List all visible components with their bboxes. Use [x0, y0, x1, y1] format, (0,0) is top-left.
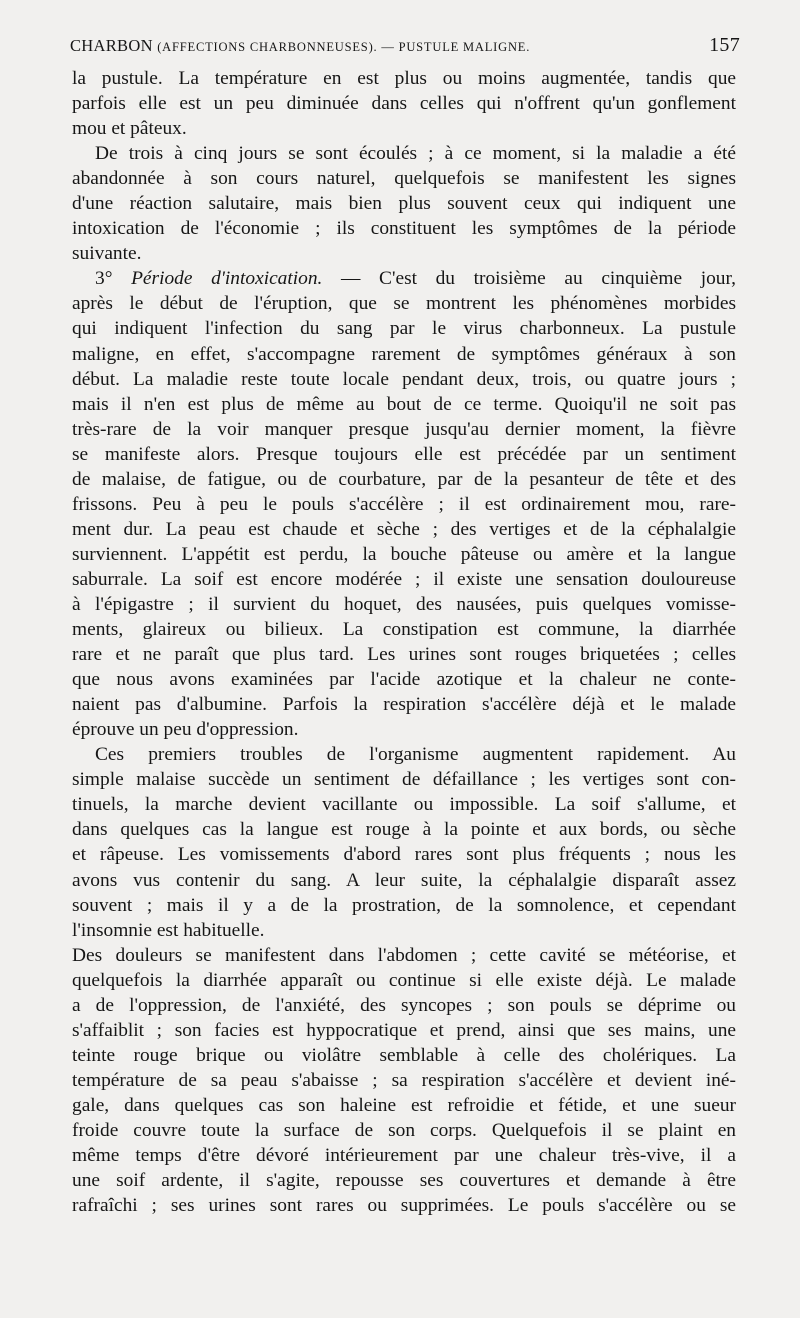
paragraph [72, 266, 736, 742]
text-line: Ces premiers troubles de l'organisme augmentent rapidement. Au [95, 744, 736, 766]
text-line: intoxication de l'économie ; ils constituent les symptômes de la période [72, 218, 736, 240]
text-line: abandonnée à son cours naturel, quelquefois se manifestent les signes [72, 168, 736, 190]
text-line: ment dur. La peau est chaude et sèche ; des vertiges et de la céphalalgie [72, 518, 736, 540]
section-heading: Période d'intoxication. [131, 268, 323, 290]
text-line [72, 266, 736, 291]
page-number: 157 [709, 34, 740, 56]
text-line: s'affaiblit ; son facies est hyppocratique et prend, ainsi que ses mains, une [72, 1019, 736, 1041]
text-line: dans quelques cas la langue est rouge à la pointe et aux bords, ou sèche [72, 819, 736, 841]
text-line: suivante. [72, 243, 142, 265]
text-line: éprouve un peu d'oppression. [72, 719, 299, 741]
text-line: la pustule. La température en est plus ou moins augmentée, tandis que [72, 68, 736, 89]
text-line: début. La maladie reste toute locale pendant deux, trois, ou quatre jours ; [72, 368, 736, 390]
section-number: 3° [95, 268, 132, 290]
running-title [70, 36, 530, 56]
text-line: rafraîchi ; ses urines sont rares ou supprimées. Le pouls s'accélère ou se [72, 1195, 736, 1217]
text-line: simple malaise succède un sentiment de défaillance ; les vertiges sont con- [72, 769, 736, 791]
text-line: frissons. Peu à peu le pouls s'accélère ; il est ordinairement mou, rare- [72, 493, 736, 515]
text-line: d'une réaction salutaire, mais bien plus souvent ceux qui indiquent une [72, 193, 736, 215]
text-line: très-rare de la voir manquer presque jusqu'au dernier moment, la fièvre [72, 418, 736, 440]
text-line: saburrale. La soif est encore modérée ; il existe une sensation douloureuse [72, 568, 736, 590]
paragraph [72, 742, 736, 942]
paragraph [72, 66, 736, 141]
text-line: froide couvre toute la surface de son corps. Quelquefois il se plaint en [72, 1119, 736, 1141]
running-head [70, 34, 740, 57]
text-line: à l'épigastre ; il survient du hoquet, des nausées, puis quelques vomisse- [72, 593, 736, 615]
text-line: mou et pâteux. [72, 118, 187, 140]
text-line: température de sa peau s'abaisse ; sa respiration s'accélère et devient iné- [72, 1069, 736, 1091]
text-line: se manifeste alors. Presque toujours elle est précédée par un sentiment [72, 443, 736, 465]
text-line: ments, glaireux ou bilieux. La constipation est commune, la diarrhée [72, 619, 736, 641]
text-line: l'insomnie est habituelle. [72, 919, 265, 941]
text-line: et râpeuse. Les vomissements d'abord rares sont plus fréquents ; nous les [72, 844, 736, 866]
text-line: une soif ardente, il s'agite, repousse ses couvertures et demande à être [72, 1170, 736, 1192]
text-line: De trois à cinq jours se sont écoulés ; à ce moment, si la maladie a été [95, 143, 736, 165]
text-line: quelquefois la diarrhée apparaît ou continue si elle existe déjà. Le malade [72, 969, 736, 991]
text-line: teinte rouge brique ou violâtre semblable à celle des cholériques. La [72, 1044, 736, 1066]
text-line: parfois elle est un peu diminuée dans celles qui n'offrent qu'un gonflement [72, 93, 736, 115]
text-line: même temps d'être dévoré intérieurement par une chaleur très-vive, il a [72, 1145, 736, 1167]
body-text [72, 66, 736, 1218]
paragraph [72, 943, 736, 1219]
text-line: a de l'oppression, de l'anxiété, des syncopes ; son pouls se déprime ou [72, 994, 736, 1016]
text-line: avons vus contenir du sang. A leur suite, la céphalalgie disparaît assez [72, 869, 736, 891]
text-line: souvent ; mais il y a de la prostration, de la somnolence, et cependant [72, 894, 736, 916]
text-line: maligne, en effet, s'accompagne rarement de symptômes généraux à son [72, 343, 736, 365]
text-line: que nous avons examinées par l'acide azotique et la chaleur ne conte- [72, 669, 736, 691]
text-line: surviennent. L'appétit est perdu, la bouche pâteuse ou amère et la langue [72, 543, 736, 565]
paragraph [72, 141, 736, 266]
text-line: tinuels, la marche devient vacillante ou impossible. La soif s'allume, et [72, 794, 736, 816]
text-line: rare et ne paraît que plus tard. Les urines sont rouges briquetées ; celles [72, 644, 736, 666]
text-line: qui indiquent l'infection du sang par le virus charbonneux. La pustule [72, 318, 736, 340]
text-line: Des douleurs se manifestent dans l'abdomen ; cette cavité se météorise, et [72, 944, 736, 966]
line-text: — C'est du troisième au cinquième jour, [322, 268, 736, 290]
running-title-main: CHARBON [70, 36, 153, 55]
text-line: après le début de l'éruption, que se montrent les phénomènes morbides [72, 293, 736, 315]
text-line: gale, dans quelques cas son haleine est refroidie et fétide, et une sueur [72, 1094, 736, 1116]
text-line: naient pas d'albumine. Parfois la respiration s'accélère déjà et le malade [72, 694, 736, 716]
text-line: mais il n'en est plus de même au bout de ce terme. Quoiqu'il ne soit pas [72, 393, 736, 415]
text-line: de malaise, de fatigue, ou de courbature, par de la pesanteur de tête et des [72, 468, 736, 490]
running-title-subtitle: (AFFECTIONS CHARBONNEUSES). — PUSTULE MALIGNE. [157, 40, 531, 54]
